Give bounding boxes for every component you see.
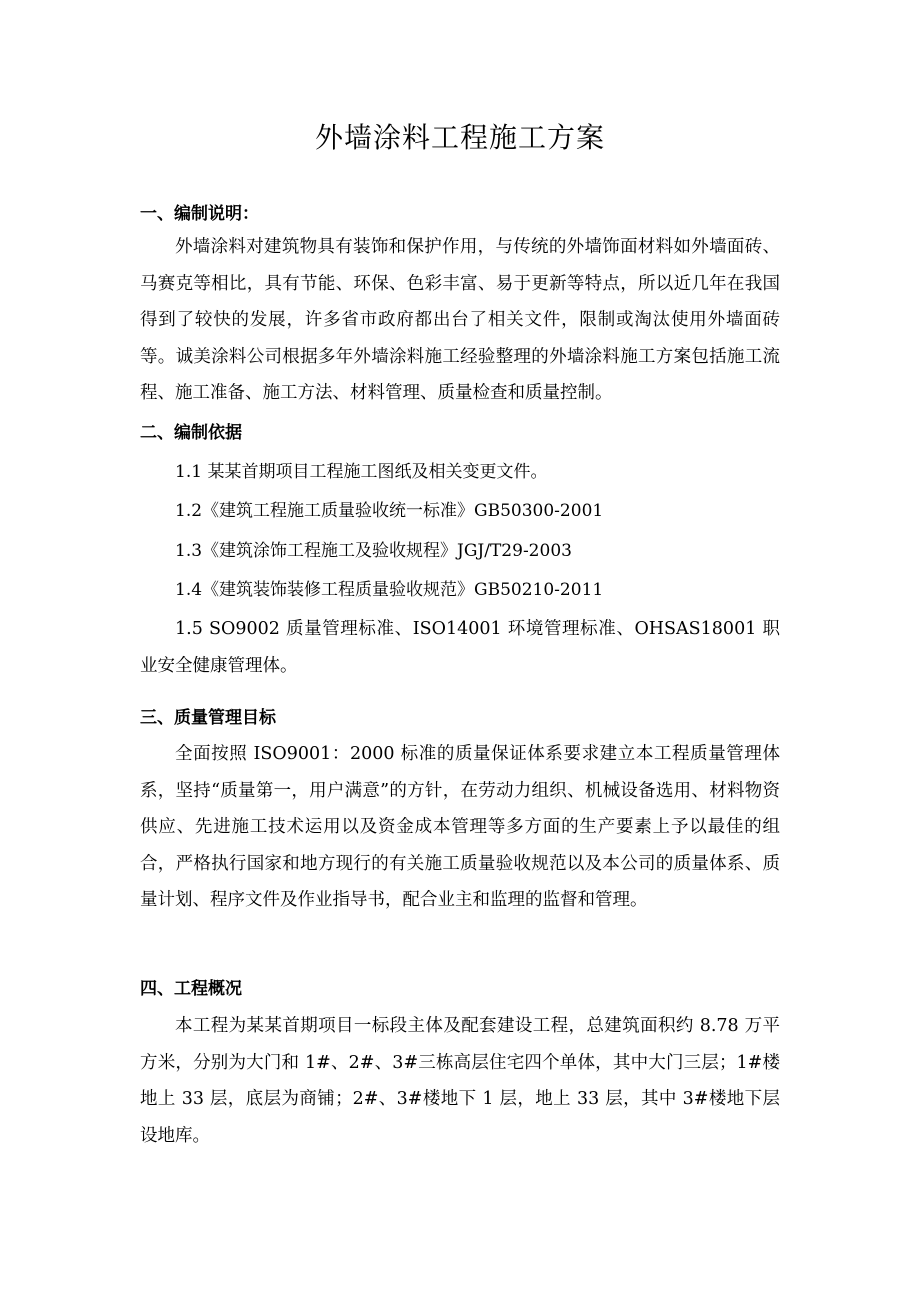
section-paragraph-1: 外墙涂料对建筑物具有装饰和保护作用，与传统的外墙饰面材料如外墙面砖、马赛克等相比，具有节能、环保、色彩丰富、易于更新等特点，所以近几年在我国得到了较快的发展，许多省市政府都出台了相关文件，限制或淘汰使用外墙面砖等。诚美涂料公司根据多年外墙涂料施工经验整理的外墙涂料施工方案包括施工流程、施工准备、施工方法、材料管理、质量检查和质量控制。 [140, 237, 780, 403]
reference-item-1: 1.1 某某首期项目工程施工图纸及相关变更文件。 [175, 462, 548, 482]
section-paragraph-4: 本工程为某某首期项目一标段主体及配套建设工程，总建筑面积约 8.78 万平方米，分别为大门和 1#、2#、3#三栋高层住宅四个单体，其中大门三层；1#楼地上 33 层，底层为商铺；2#、3#楼地下 1 层，地上 33 层，其中 3#楼地下层设地库。 [140, 1016, 780, 1146]
reference-item-5: 1.5 SO9002 质量管理标准、ISO14001 环境管理标准、OHSAS18001 职业安全健康管理体。 [140, 619, 780, 676]
reference-item-4: 1.4《建筑装饰装修工程质量验收规范》GB50210-2011 [175, 580, 604, 600]
section-heading-4: 四、工程概况 [140, 979, 242, 999]
document-title: 外墙涂料工程施工方案 [314, 121, 605, 154]
section-paragraph-3: 全面按照 ISO9001：2000 标准的质量保证体系要求建立本工程质量管理体系，坚持“质量第一，用户满意”的方针，在劳动力组织、机械设备选用、材料物资供应、先进施工技术运用以及资金成本管理等多方面的生产要素上予以最佳的组合，严格执行国家和地方现行的有关施工质量验收规范以及本公司的质量体系、质量计划、程序文件及作业指导书，配合业主和监理的监督和管理。 [140, 744, 780, 910]
reference-item-2: 1.2《建筑工程施工质量验收统一标准》GB50300-2001 [175, 501, 604, 521]
section-heading-2: 二、编制依据 [140, 423, 242, 443]
section-heading-1: 一、编制说明： [140, 204, 259, 224]
reference-item-3: 1.3《建筑涂饰工程施工及验收规程》JGJ/T29-2003 [175, 541, 572, 561]
section-heading-3: 三、质量管理目标 [140, 708, 276, 728]
